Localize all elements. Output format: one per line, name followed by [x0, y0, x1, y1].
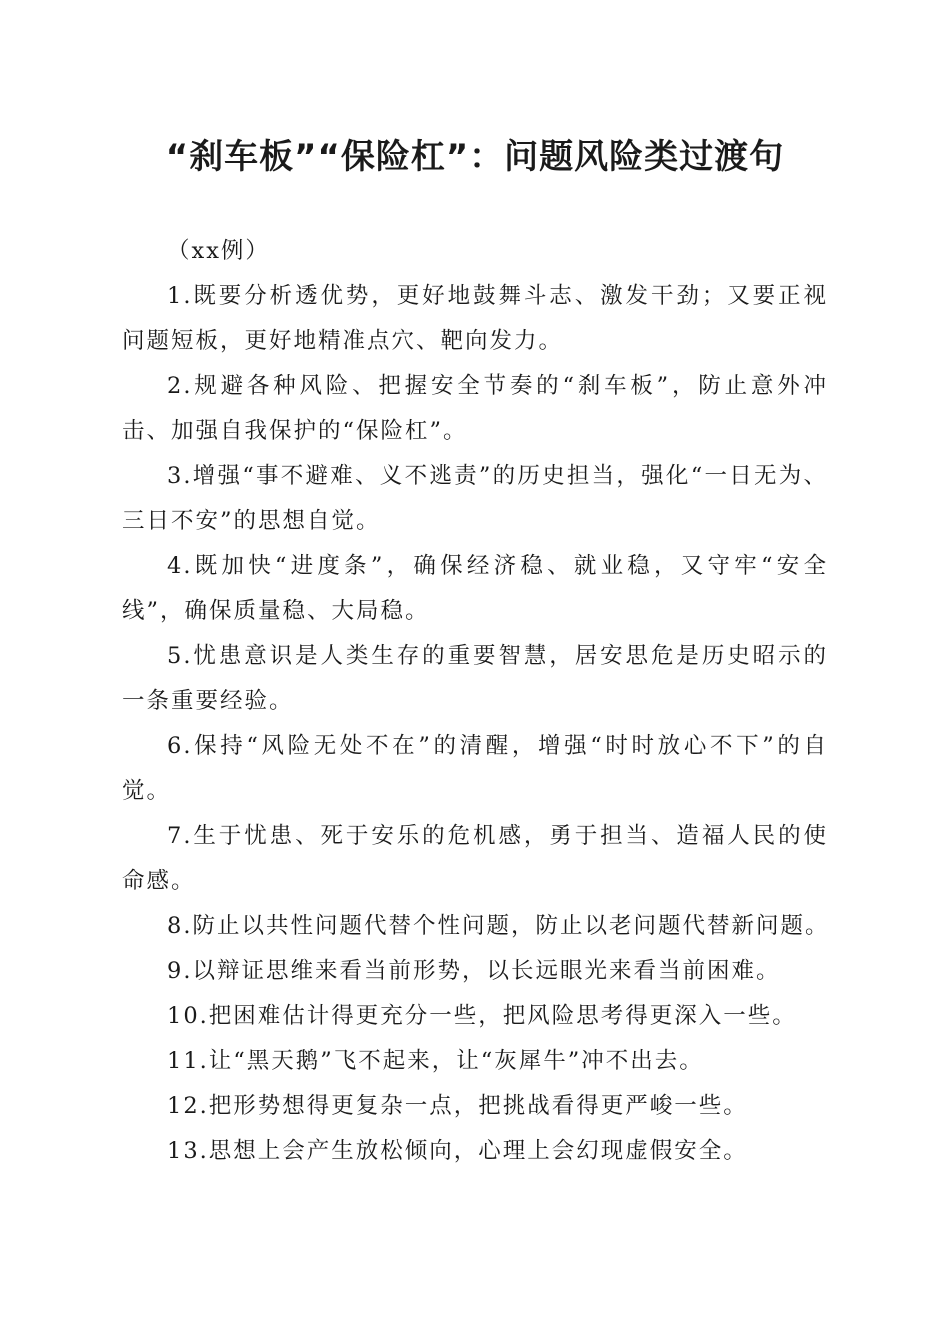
list-item: 12.把形势想得更复杂一点，把挑战看得更严峻一些。	[167, 1093, 748, 1119]
list-item: 5.忧患意识是人类生存的重要智慧，居安思危是历史昭示的一条重要经验。	[122, 643, 828, 714]
list-item: 4.既加快“进度条”，确保经济稳、就业稳，又守牢“安全线”，确保质量稳、大局稳。	[122, 553, 828, 624]
list-item: 2.规避各种风险、把握安全节奏的“刹车板”，防止意外冲击、加强自我保护的“保险杠”。	[122, 373, 828, 444]
document-title: “刹车板”“保险杠”：问题风险类过渡句	[165, 137, 785, 177]
list-item: 7.生于忧患、死于安乐的危机感，勇于担当、造福人民的使命感。	[122, 823, 828, 894]
list-item: 9.以辩证思维来看当前形势，以长远眼光来看当前困难。	[167, 958, 781, 984]
list-item: 10.把困难估计得更充分一些，把风险思考得更深入一些。	[167, 1003, 797, 1029]
list-item: 3.增强“事不避难、义不逃责”的历史担当，强化“一日无为、三日不安”的思想自觉。	[122, 463, 828, 534]
list-item: 13.思想上会产生放松倾向，心理上会幻现虚假安全。	[167, 1138, 748, 1164]
list-item: 1.既要分析透优势，更好地鼓舞斗志、激发干劲；又要正视问题短板，更好地精准点穴、靶向发力。	[122, 283, 828, 354]
list-item: 6.保持“风险无处不在”的清醒，增强“时时放心不下”的自觉。	[122, 733, 828, 804]
count-note: （xx例）	[167, 238, 270, 264]
list-item: 8.防止以共性问题代替个性问题，防止以老问题代替新问题。	[167, 913, 830, 939]
list-item: 11.让“黑天鹅”飞不起来，让“灰犀牛”冲不出去。	[167, 1048, 704, 1074]
document-body	[122, 229, 828, 1174]
